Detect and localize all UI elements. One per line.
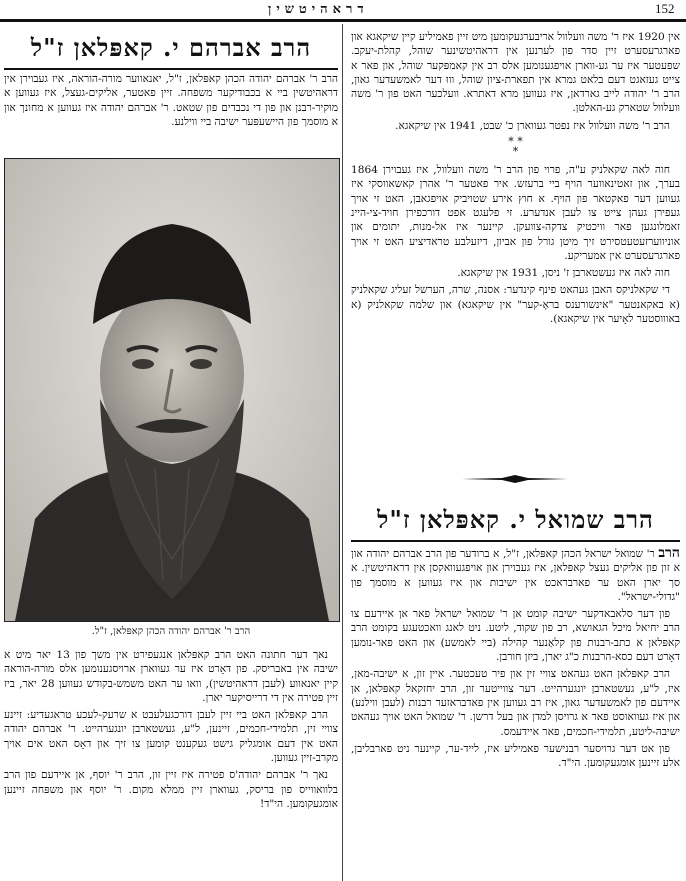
- portrait-photo: [4, 158, 340, 622]
- paragraph: הרב ר' משה וועלוול איז נפטר געווארן כ' שבט, 1941 אין שיקאגא.: [395, 119, 670, 132]
- photo-caption: הרב ר' אברהם יהודה הכהן קאפּלאן, ז"ל.: [91, 626, 251, 637]
- running-title: דראהיטשין: [268, 2, 369, 17]
- drop-word: הרב: [658, 545, 680, 561]
- article-title: הרב אברהם י. קאפּלאן ז"ל: [30, 33, 312, 62]
- title-rule: [4, 68, 338, 70]
- paragraph: חוה לאה איז געשטארבן ז' ניסן, 1931 אין שיקאגא.: [457, 267, 670, 280]
- title-rule: [351, 540, 680, 542]
- paragraph: פון דער סלאבאדקער ישיבה קומט אן ר' שמואל ישראל פאר אן איידעם צו הרב יחיאל מיכל הגאושא, רב פון שקוד, ליטע. ניט לאנג וואכטעגע בקומט הרב קאפּלאן א כתב-רבנות פון קלאַנער קהילה (ביי לאמשע) און האט פאר-נומען דאָרט דעם כסא-הרבנות כ"ג יארן, ביזן חורבן.: [351, 608, 680, 664]
- paragraph-text: ר' שמואל ישראל הכהן קאפּלאן, ז"ל, א ברודער פון הרב אברהם יהודה און א זון פון אליקים געצל קאפּלאן, איז געבוירן און אויפגעוואקסן אין דראהיטשין. א סך יארן האט ער פארבראכט אין ישיבות און איז געווען א מוסמך פון "גדולי-ישראל".: [351, 548, 680, 603]
- column-divider: [342, 24, 343, 881]
- paragraph: הרב קאפּלאן האט געהאט צוויי זין און פיר טעכטער. איין זון, א ישיבה-מאן, איז, ל"ע, געשטארבן יונגערהייט. דער צווייטער זון, הרב יחזקאל קאפּלאן, אן איידעם פון לאמשעדער גאון, איז רב געווען אין פאדבראזער רבנות (לעבן ווילנע) און איז געוואוסט פאר א גרויסן למדן און בעל דרשן. ר' שמואל האט אויך געהאט ישיבה-ליטע, תלמידי-חכמים, פאר איידעמס.: [351, 668, 680, 738]
- header-rule: [0, 19, 686, 22]
- left-article-body: [4, 648, 338, 814]
- ornament-divider: [462, 475, 568, 483]
- paragraph: נאך ר' אברהם יהודה'ס פטירה איז זיין זון, הרב ר' יוסף, אן איידעם פון הרב בלוואווייס פון בריסק, געווארן זיין ממלא מקום. ר' יוסף און משפּחה זיינען אומגעקומען. הי"ד!: [4, 769, 338, 810]
- intro-paragraph: הרב ר' אברהם יהודה הכהן קאפּלאן, ז"ל, יאנאווער מורה-הוראה, איז געבוירן אין דראהיטשין ביי א בכבודיקער משפחה. זיין פאטער, אליקים-געצל, איז געווען א מוקיר-רבנן און פון די נכבדים פון שטאט. ר' אברהם יהודה איז געווען א מחונך און א מוסמך פון היישעפּער ישיבה ביי ווילנע.: [4, 73, 338, 128]
- paragraph: הרב קאפּלאן האט ביי זיין לעבן דורכגעלעבט א שרעק-לעכע טראגעדיע: זיינע צוויי זין, תלמידי-חכמים, זיינען, ל"ע, געשטארבן יונגערהייט. ר' אברהם יהודה האט אין דעם אומגליק גישט געקענט קומען צו זיך און דאָס האט אים אויך מקרב-זיין געווען.: [4, 709, 338, 765]
- section-stars: [351, 137, 680, 157]
- paragraph: די שקאלניקס האבן געהאט פינף קינדער: אסנה, שרה, הערשל זעליג שקאלניק (א באקאנטער "אינשורענס בראָ-קער" אין שיקאגא) און שלמה שקאלניק (א באוווסטער לאָיער אין שיקאגא).: [351, 284, 680, 326]
- stars-text: * * *: [508, 135, 523, 159]
- article-title: הרב שמואל י. קאפּלאן ז"ל: [377, 505, 654, 534]
- paragraph: אין 1920 איז ר' משה וועלוול אריבערגעקומען מיט זיין פאמיליע קיין שיקאגא און פארגרעסערט זיין סדר פון לערנען אין דראהיטשינער שוהל, קהלת-יעקב. שפעטער איז ער גע-ווארן אויפגענומען אלס רב אין קאמפּקער שוהל, און פאר א צייט געזאגט דעם בלאט גמרא אין תפארת-ציון שוהל, וווּ דער לאמשעדער גאון, הרב ר' יהודה לייב גארדאן, איז געווען מרא דאתרא. וועלכער האט פון ר' משה וועלוול שטארק גע-האלטן.: [351, 31, 681, 115]
- paragraph: פון אט דער גרויסער רבנישער פאמיליע איז, לייד-ער, קיינער ניט פארבליבן, אלע זיינען אומגעקומען. הי"ד.: [351, 742, 680, 770]
- paragraph: נאך דער חתונה האט הרב קאפּלאן אנגעפירט אין משך פון 13 יאר מיט א ישיבה אין באבריסק. פון דאָרט איז ער געווארן ארויסגענומען אלס מורה-הוראה קיין יאנאווע (לעבן דראהיטשין), וואו ער האט משמש-בקודש געווען 28 יאר, ביז זיין פטירה אין די דרייסיקער יארן.: [4, 649, 338, 704]
- page-number: 152: [655, 1, 675, 16]
- portrait-image: [5, 159, 339, 621]
- page-header: [0, 0, 686, 20]
- right-column: [351, 30, 680, 329]
- article-intro: [4, 72, 338, 129]
- second-article-body: [351, 546, 680, 773]
- paragraph: חוה לאה שקאלניק ע"ה, פרוי פון הרב ר' משה וועלוול, איז געבוירן 1864 בערך, און זאטינאווער הויף ביי ברעזש. איר פאטער ר' אהרן קאשאווסקי איז געווען דער פאקטאר פון הויף. א חוץ אירע שטויביק אויפגאבן, האט זי אויך געפירן געהן צייט צו לעבן אנדערע. זי פלעגט אפט דורכפירן חויד-צי-היינ זאמלונגען פאר וויכטיק צדקה-צוועקן. קיינער איז אל-מנות, יתומים און אוניווערזעטעטסירט זיך מיטן גורל פון אביון, דיזעלבע טראדיציע האט זי אויך פארגרעסערט אין אמעריקע.: [351, 164, 680, 262]
